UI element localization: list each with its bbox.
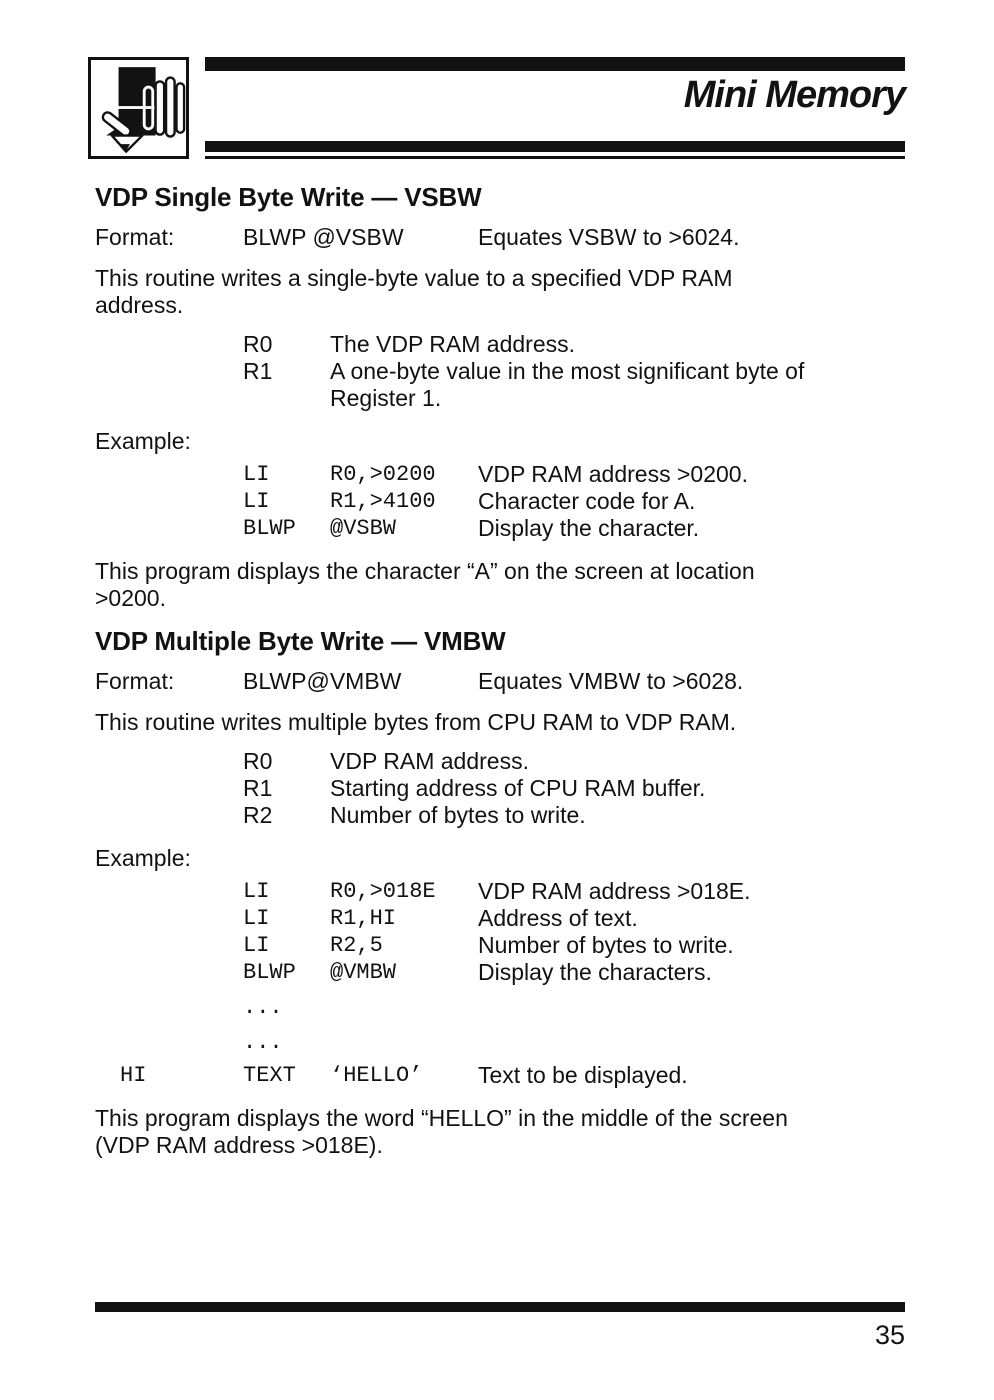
format-note: Equates VSBW to >6024. <box>478 224 740 250</box>
code-label <box>120 878 243 905</box>
register-name: R0 <box>243 748 273 774</box>
register-list <box>95 331 905 412</box>
code-comment <box>478 1029 905 1056</box>
code-comment: Character code for A. <box>478 488 696 514</box>
code-mnemonic: LI <box>243 489 270 514</box>
code-label <box>120 515 243 542</box>
code-label: HI <box>120 1063 147 1088</box>
code-comment: Number of bytes to write. <box>478 932 734 958</box>
code-example <box>95 878 905 1089</box>
register-name: R1 <box>243 775 273 801</box>
code-operand: @VMBW <box>330 960 397 985</box>
code-mnemonic: BLWP <box>243 516 296 541</box>
code-label <box>120 994 243 1021</box>
register-row <box>95 331 905 358</box>
code-comment: Text to be displayed. <box>478 1062 688 1088</box>
section-outro: This program displays the character “A” on the screen at location >0200. <box>95 558 755 611</box>
code-comment: Display the character. <box>478 515 700 541</box>
code-label <box>120 932 243 959</box>
code-mnemonic: ... <box>243 1030 283 1055</box>
register-row <box>95 775 905 802</box>
register-list <box>95 748 905 829</box>
section-heading: VDP Single Byte Write — VSBW <box>95 182 482 212</box>
code-operand <box>330 1029 478 1056</box>
code-example <box>95 461 905 542</box>
code-comment: VDP RAM address >0200. <box>478 461 748 487</box>
code-mnemonic: TEXT <box>243 1063 296 1088</box>
page-footer <box>95 1302 905 1350</box>
register-row <box>95 802 905 829</box>
code-comment: Display the characters. <box>478 959 712 985</box>
footer-rule <box>95 1302 905 1312</box>
masthead-bottom-rule-thick <box>205 141 905 152</box>
register-name: R0 <box>243 331 273 357</box>
example-label: Example: <box>95 428 191 454</box>
masthead-bottom-rule-thin <box>205 156 905 159</box>
code-label <box>120 905 243 932</box>
code-label <box>120 488 243 515</box>
register-desc: VDP RAM address. <box>330 748 529 774</box>
format-row <box>95 668 905 695</box>
code-mnemonic: LI <box>243 879 270 904</box>
code-operand <box>330 994 478 1021</box>
code-row-ellipsis <box>95 1029 905 1056</box>
code-row <box>95 515 905 542</box>
register-row <box>95 748 905 775</box>
section-outro: This program displays the word “HELLO” in the middle of the screen (VDP RAM address >018E). <box>95 1105 788 1158</box>
register-desc: A one-byte value in the most significant byte of Register 1. <box>330 358 805 411</box>
code-operand: R0,>018E <box>330 879 436 904</box>
code-operand: R1,>4100 <box>330 489 436 514</box>
section-vsbw <box>95 182 905 612</box>
code-mnemonic: LI <box>243 906 270 931</box>
format-label: Format: <box>95 224 175 250</box>
section-intro: This routine writes a single-byte value to a specified VDP RAM address. <box>95 265 733 318</box>
code-comment <box>478 994 905 1021</box>
hand-holding-cartridge-icon <box>88 57 189 159</box>
code-mnemonic: ... <box>243 995 283 1020</box>
code-operand: R1,HI <box>330 906 397 931</box>
register-name: R2 <box>243 802 273 828</box>
register-row <box>95 358 905 412</box>
register-desc: The VDP RAM address. <box>330 331 576 357</box>
page-number: 35 <box>874 1320 905 1350</box>
code-operand: R0,>0200 <box>330 462 436 487</box>
code-row <box>95 878 905 905</box>
code-label <box>120 461 243 488</box>
code-row-ellipsis <box>95 994 905 1021</box>
example-label: Example: <box>95 845 191 871</box>
section-vmbw <box>95 626 905 1159</box>
masthead <box>205 57 905 159</box>
code-mnemonic: BLWP <box>243 960 296 985</box>
register-name: R1 <box>243 358 273 384</box>
code-row <box>95 488 905 515</box>
format-note: Equates VMBW to >6028. <box>478 668 744 694</box>
masthead-top-rule <box>205 57 905 71</box>
code-label <box>120 1029 243 1056</box>
section-intro: This routine writes multiple bytes from CPU RAM to VDP RAM. <box>95 709 737 735</box>
code-comment: Address of text. <box>478 905 638 931</box>
page-content <box>95 182 905 1159</box>
code-row <box>95 1062 905 1089</box>
format-label: Format: <box>95 668 175 694</box>
code-label <box>120 959 243 986</box>
code-operand: R2,5 <box>330 933 383 958</box>
format-row <box>95 224 905 251</box>
code-row <box>95 959 905 986</box>
code-row <box>95 932 905 959</box>
format-code: BLWP @VSBW <box>243 224 404 250</box>
code-comment: VDP RAM address >018E. <box>478 878 751 904</box>
register-desc: Number of bytes to write. <box>330 802 586 828</box>
code-operand: @VSBW <box>330 516 397 541</box>
section-heading: VDP Multiple Byte Write — VMBW <box>95 626 506 656</box>
masthead-title: Mini Memory <box>683 74 905 116</box>
code-operand: ‘HELLO’ <box>330 1063 423 1088</box>
code-mnemonic: LI <box>243 933 270 958</box>
code-row <box>95 905 905 932</box>
format-code: BLWP@VMBW <box>243 668 402 694</box>
code-mnemonic: LI <box>243 462 270 487</box>
register-desc: Starting address of CPU RAM buffer. <box>330 775 706 801</box>
code-row <box>95 461 905 488</box>
